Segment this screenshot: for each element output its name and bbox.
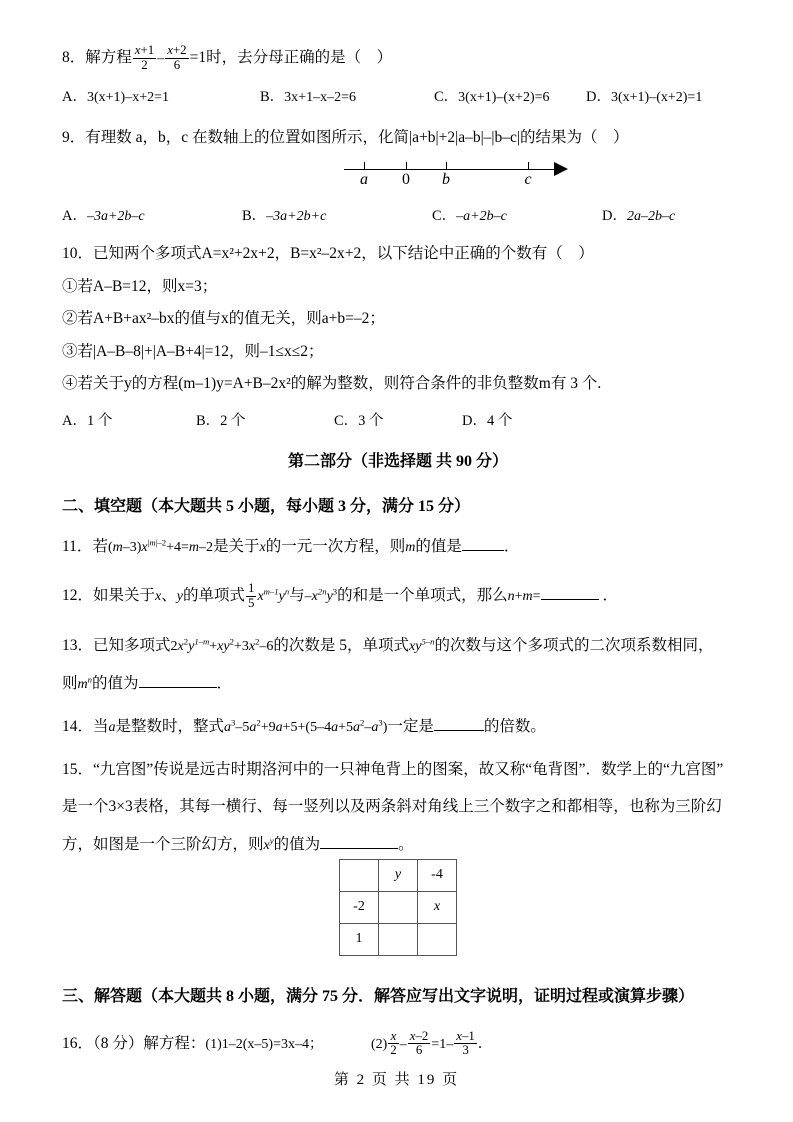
question-8-stem-tail: =1时，去分母正确的是（ ）	[189, 49, 393, 67]
question-15-line-3: 方，如图是一个三阶幻方，则$x^y$的值为 。	[62, 834, 414, 853]
option-label: B．	[260, 88, 285, 105]
question-11: 11．若$(m-3)x^{|m|-2}+4=m-2$是关于x的一元一次方程，则m的值是 ．	[62, 537, 520, 555]
question-15-text-1: “九宫图”传说是远古时期洛河中的一只神龟背上的图案，故又称“龟背图”．数学上的“九宫图”	[93, 760, 724, 778]
number-line-label-zero: 0	[402, 171, 410, 189]
question-12-answer-blank[interactable]	[541, 599, 599, 600]
option-text: 2a–2b–c	[626, 209, 676, 225]
option-text: 1 个	[86, 412, 113, 429]
question-10-statement-1: ①若A–B=12，则x=3；	[62, 277, 218, 295]
question-8-option-d[interactable]	[586, 85, 702, 106]
question-8-option-b[interactable]	[260, 85, 356, 106]
question-9-stem	[62, 130, 734, 146]
question-16-prompt: 解方程：	[143, 1034, 206, 1052]
magic-square-row	[340, 859, 457, 891]
question-10-option-b[interactable]	[196, 409, 246, 430]
question-14-formula: $a^3-5a^2+9a+5+(5-4a+5a^2-a^3)$	[224, 716, 388, 735]
magic-cell-r2c1: -2	[340, 891, 379, 923]
number-line-tick-c	[528, 162, 529, 170]
question-12: 12．如果关于x、y的单项式 $\frac{1}{5}$ $x^{m-1}y^n$与$-x^{2n}y^3$的和是一个单项式，那么n+m= ．	[62, 580, 618, 610]
option-label: C．	[434, 88, 459, 105]
question-13-number: 13．	[62, 636, 94, 654]
question-10-stem	[62, 246, 734, 262]
question-10-option-c[interactable]	[334, 409, 384, 430]
question-8-options	[62, 85, 734, 107]
number-line-label-a: a	[360, 171, 368, 189]
option-text: 4 个	[486, 412, 513, 429]
number-line-arrow-icon	[554, 162, 568, 176]
question-8-stem-lead: 解方程	[85, 49, 132, 67]
option-text: 3x+1–x–2=6	[284, 89, 356, 105]
page-footer: 第 2 页 共 19 页	[333, 1072, 460, 1088]
question-16-sub-2-label: (2)	[370, 1036, 388, 1052]
question-14-number: 14．	[62, 717, 94, 735]
option-label: C．	[432, 208, 457, 225]
question-15-magic-square-figure	[62, 859, 734, 956]
question-16-score: （8 分）	[93, 1034, 144, 1052]
option-label: A．	[62, 208, 87, 225]
question-14: 14．当a是整数时，整式$a^3-5a^2+9a+5+(5-4a+5a^2-a^3)$一定是 的倍数。	[62, 716, 546, 735]
question-9-option-b[interactable]	[242, 204, 326, 225]
section-three-heading: 三、解答题（本大题共 8 小题，满分 75 分．解答应写出文字说明，证明过程或演算步骤）	[62, 987, 695, 1005]
number-line-label-b: b	[442, 171, 450, 189]
question-10-option-a[interactable]	[62, 409, 112, 430]
question-15-answer-blank[interactable]	[320, 848, 398, 849]
question-10-option-d[interactable]	[462, 409, 512, 430]
question-10-options	[62, 409, 734, 431]
option-label: D．	[602, 208, 627, 225]
question-9	[62, 130, 734, 227]
question-9-option-d[interactable]	[602, 204, 675, 225]
question-16-sub-2: (2) $\frac{x}{2}$ – $\frac{x-2}{6}$ =1– $\frac{x-1}{3}$ ．	[370, 1028, 492, 1058]
option-label: B．	[196, 412, 221, 429]
section-two-heading: 二、填空题（本大题共 5 小题，每小题 3 分，满分 15 分）	[62, 497, 471, 515]
question-10	[62, 246, 734, 431]
question-15-line-2: 是一个3×3表格，其每一横行、每一竖列以及两条斜对角线上三个数字之和都相等，也称为三阶幻	[62, 798, 722, 816]
magic-cell-r3c2	[379, 923, 418, 955]
option-label: D．	[462, 412, 487, 429]
option-text: 3(x+1)–x+2=1	[86, 89, 169, 105]
option-text: 2 个	[220, 412, 246, 429]
number-line-label-c: c	[524, 171, 532, 189]
question-8-formula: $\frac{x+1}{2}$ – $\frac{x+2}{6}$	[134, 43, 187, 72]
question-13-line-1: 13．已知多项式$2x^2y^{1-m}+xy^2+3x^2-6$的次数是 5，单项式$xy^{5-n}$的次数与这个多项式的二次项系数相同，	[62, 635, 714, 654]
number-line-axis	[344, 169, 556, 170]
number-line-tick-zero	[406, 162, 407, 170]
question-10-statement-4: ④若关于y的方程(m–1)y=A+B–2x²的解为整数，则符合条件的非负整数m有 3 个.	[62, 375, 602, 393]
option-label: D．	[586, 88, 611, 105]
question-9-text: 有理数 a，b，c 在数轴上的位置如图所示，化简|a+b|+2|a–b|–|b–c|的结果为（ ）	[85, 128, 629, 146]
question-10-statement-2: ②若A+B+ax²–bx的值与x的值无关，则a+b=–2；	[62, 310, 385, 328]
option-label: B．	[242, 208, 267, 225]
question-9-option-a[interactable]	[62, 204, 145, 225]
question-16-sub-2-end: ．	[477, 1036, 492, 1052]
part-two-heading: 第二部分（非选择题 共 90 分）	[287, 452, 508, 470]
question-10-statement-3: ③若|A–B–8|+|A–B+4|=12，则–1≤x≤2；	[62, 342, 324, 360]
page-content	[62, 44, 734, 1058]
option-label: A．	[62, 412, 87, 429]
question-11-number: 11．	[62, 537, 93, 555]
question-11-formula: $(m-3)x^{|m|-2}+4=m-2$	[107, 537, 213, 555]
question-14-answer-blank[interactable]	[434, 730, 484, 731]
question-15-line-1	[62, 762, 734, 778]
option-text: –3a+2b–c	[86, 209, 145, 225]
question-11-answer-blank[interactable]	[462, 550, 504, 551]
magic-cell-r1c3: -4	[418, 859, 457, 891]
question-10-text: 已知两个多项式A=x²+2x+2，B=x²–2x+2，以下结论中正确的个数有（ ）	[93, 245, 594, 263]
magic-square-row	[340, 923, 457, 955]
question-8-number: 8．	[62, 49, 86, 67]
question-16-sub-2-tail: =1–	[431, 1036, 454, 1052]
question-13-answer-blank[interactable]	[139, 687, 217, 688]
number-line-tick-a	[364, 162, 365, 170]
question-12-number: 12．	[62, 586, 94, 604]
question-9-option-c[interactable]	[432, 204, 507, 225]
question-9-options	[62, 204, 734, 226]
question-8-stem	[62, 44, 734, 73]
question-16-sub-1: (1)1–2(x–5)=3x–4；	[205, 1036, 323, 1052]
option-text: –a+2b–c	[456, 209, 507, 225]
option-text: 3(x+1)–(x+2)=6	[458, 89, 550, 105]
option-label: C．	[334, 412, 359, 429]
magic-cell-r3c1: 1	[340, 923, 379, 955]
magic-square-table	[339, 859, 457, 956]
option-text: –3a+2b+c	[266, 209, 327, 225]
question-10-number: 10．	[62, 245, 94, 263]
question-9-number-line-figure	[62, 149, 734, 199]
magic-cell-r2c2	[379, 891, 418, 923]
question-8	[62, 44, 734, 107]
question-8-option-c[interactable]	[434, 85, 550, 106]
magic-cell-r1c1	[340, 859, 379, 891]
question-15-number: 15．	[62, 760, 94, 778]
option-text: 3(x+1)–(x+2)=1	[610, 89, 703, 105]
question-12-formula: $\frac{1}{5}$ $x^{m-1}y^n$	[248, 580, 290, 610]
magic-cell-r3c3	[418, 923, 457, 955]
option-text: 3 个	[358, 412, 384, 429]
question-16-number: 16．	[62, 1034, 94, 1052]
question-13-polynomial: $2x^2y^{1-m}+xy^2+3x^2-6$	[170, 635, 274, 654]
magic-cell-r2c3: x	[418, 891, 457, 923]
question-13-line-2: 则$m^n$的值为 ．	[62, 673, 233, 692]
option-label: A．	[62, 88, 87, 105]
question-9-number: 9．	[62, 128, 86, 146]
magic-cell-r1c2: y	[379, 859, 418, 891]
magic-square-row	[340, 891, 457, 923]
question-8-option-a[interactable]	[62, 85, 169, 106]
number-line-tick-b	[446, 162, 447, 170]
question-16	[62, 1030, 734, 1059]
